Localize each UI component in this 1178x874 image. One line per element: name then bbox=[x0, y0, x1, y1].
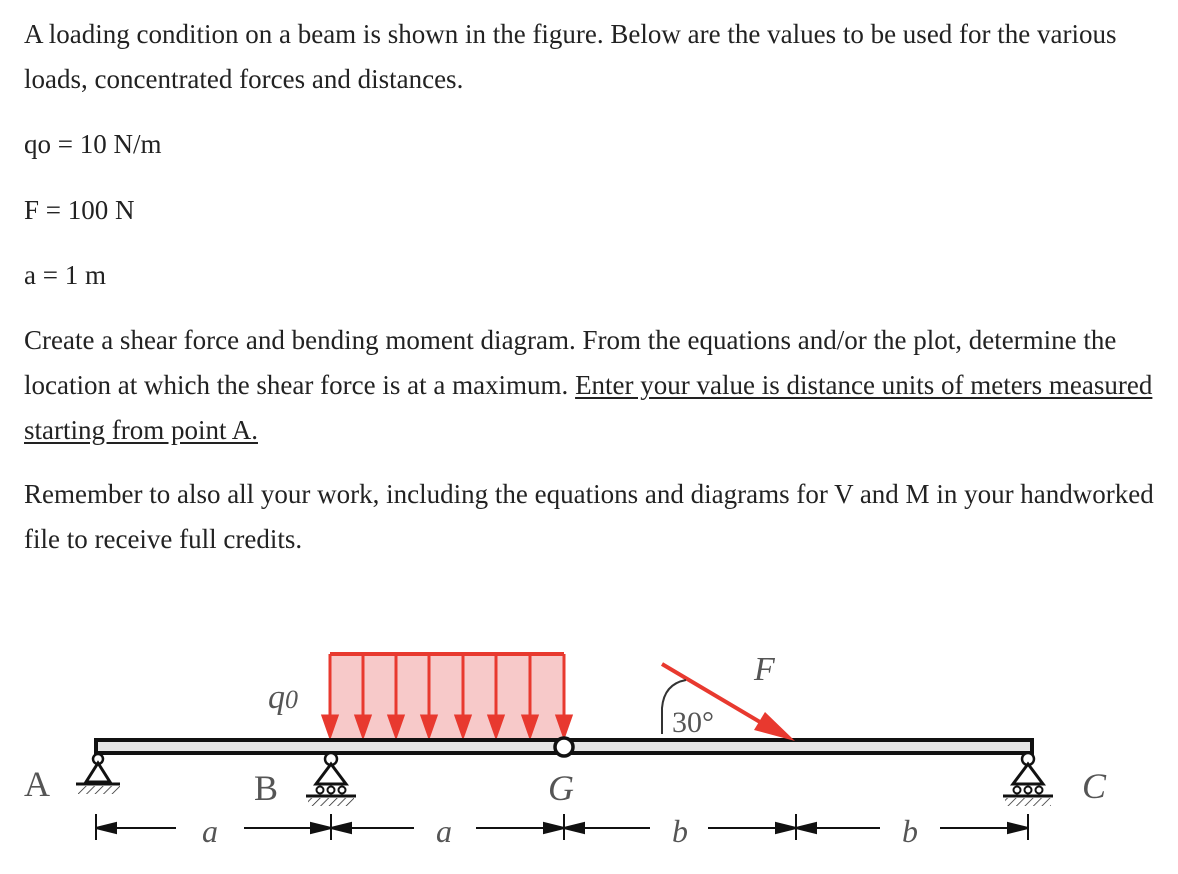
intro-text: A loading condition on a beam is shown in the figure. Below are the values to be used for the various loads, concentrated forces and distances. bbox=[24, 19, 1117, 94]
beam-figure bbox=[0, 600, 1178, 874]
load-label: q0 bbox=[268, 679, 298, 716]
q0-symbol: q bbox=[24, 129, 38, 159]
task-paragraph bbox=[24, 318, 1164, 453]
reminder-paragraph bbox=[24, 472, 1164, 562]
intro-paragraph bbox=[24, 12, 1164, 102]
force-line bbox=[24, 188, 1164, 233]
distributed-load bbox=[323, 654, 571, 738]
support-a bbox=[76, 754, 120, 794]
hinge-g bbox=[555, 738, 573, 756]
dim-b1-label: b bbox=[672, 813, 688, 849]
dim-b2-label: b bbox=[902, 813, 918, 849]
q0-subscript: o bbox=[37, 129, 51, 159]
dimension-lines bbox=[96, 814, 1028, 840]
point-b-label: B bbox=[254, 768, 279, 808]
point-a-label: A bbox=[24, 764, 50, 804]
task-text: Create a shear force and bending moment diagram. From the equations and/or the plot, determine the location at which the shear force is at a maximum. bbox=[24, 325, 1117, 400]
q0-line bbox=[24, 122, 1164, 167]
distance-value: a = 1 m bbox=[24, 260, 106, 290]
support-c bbox=[1003, 753, 1053, 806]
force-value: F = 100 N bbox=[24, 195, 135, 225]
point-c-label: C bbox=[1082, 766, 1107, 806]
distance-line bbox=[24, 253, 1164, 298]
dim-a1-label: a bbox=[202, 813, 218, 849]
task-underlined-text: Enter your value is distance units of meters measured starting from point A. bbox=[24, 370, 1153, 445]
support-b bbox=[306, 753, 356, 806]
reminder-text: Remember to also all your work, including the equations and diagrams for V and M in your handworked file to receive full credits. bbox=[24, 479, 1154, 554]
q0-value: = 10 N/m bbox=[51, 129, 162, 159]
angle-label: 30° bbox=[672, 706, 714, 739]
force-label: F bbox=[754, 651, 775, 688]
dim-a2-label: a bbox=[436, 813, 452, 849]
point-g-label: G bbox=[548, 768, 574, 808]
